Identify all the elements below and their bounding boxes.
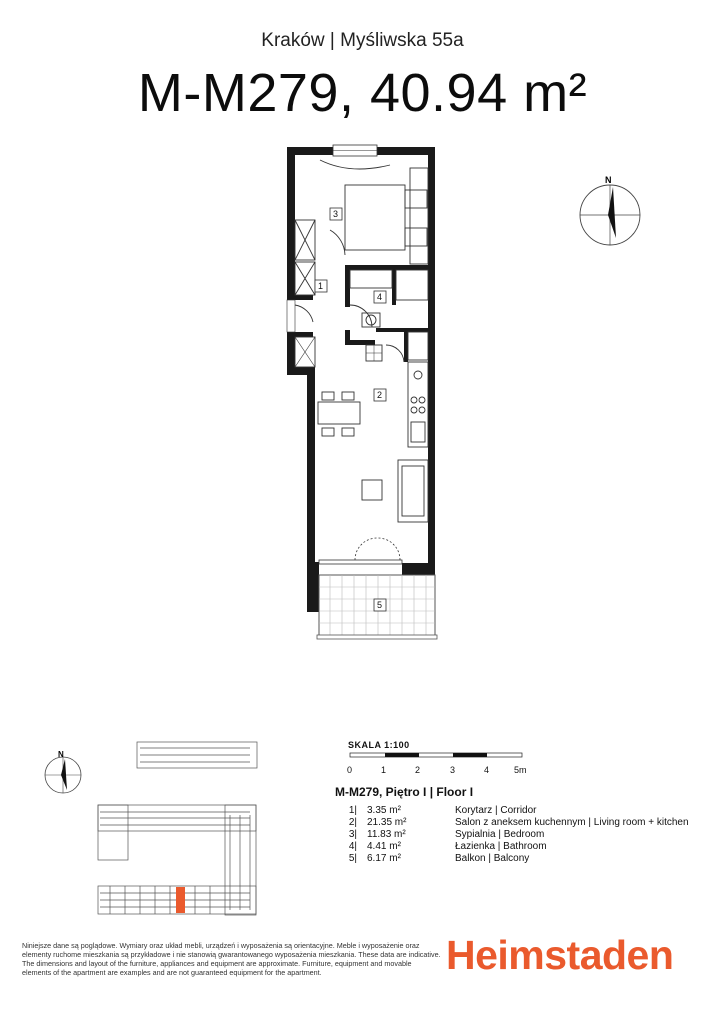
bed [345, 185, 405, 250]
room-number: 1| [348, 805, 357, 816]
kitchen-counter [408, 362, 428, 447]
room-name: Salon z aneksem kuchennym | Living room + kitchen [455, 817, 689, 828]
scale-tick: 2 [415, 765, 421, 775]
room-number: 2| [348, 817, 357, 828]
room-area: 4.41 m² [367, 841, 401, 852]
unit-title: M-M279, 40.94 m² [137, 63, 588, 123]
bathroom-fixtures [350, 270, 428, 360]
shower [396, 270, 428, 300]
scale-tick: 0 [347, 765, 353, 775]
room-marker-1: 1 [318, 281, 324, 291]
room-number: 5| [348, 853, 357, 864]
room-marker-4: 4 [377, 292, 383, 302]
room-name: Sypialnia | Bedroom [455, 829, 545, 840]
bedroom-furniture [295, 160, 428, 295]
coffee-table [362, 480, 382, 500]
room-area: 3.35 m² [367, 805, 401, 816]
disclaimer-text: Niniejsze dane są poglądowe. Wymiary oraz układ mebli, urządzeń i wyposażenia są orientacyjne. Meble i wyposażenie oraz elementy ruchome mieszkania są przykładowe i nie stanowią gwarantowanego wyposażenia mieszkania. These data are indicative. The dimensions and layout of the furniture, appliances and equipment are approximate. Furniture, equipment and movable elements of the apartment are examples and are not guaranteed equipment for the apartment. [22, 941, 441, 977]
room-marker-3: 3 [333, 209, 339, 219]
scale-bar [350, 753, 522, 757]
sofa [398, 460, 428, 522]
exterior-walls [287, 147, 435, 612]
room-marker-5: 5 [377, 600, 383, 610]
key-plan-compass-icon [45, 750, 81, 793]
scale-label: SKALA 1:100 [348, 740, 410, 750]
dining-table [318, 392, 360, 436]
scale-tick: 4 [484, 765, 490, 775]
scale-tick: 3 [450, 765, 456, 775]
scale-tick: 1 [381, 765, 387, 775]
unit-location-highlight [176, 887, 185, 913]
room-area: 11.83 m² [367, 829, 406, 840]
room-area: 6.17 m² [367, 853, 401, 864]
scale-tick: 5m [514, 765, 527, 775]
room-name: Korytarz | Corridor [455, 805, 537, 816]
living-furniture [362, 460, 428, 522]
room-number: 3| [348, 829, 357, 840]
compass-north-label: N [605, 175, 612, 185]
room-area: 21.35 m² [367, 817, 407, 828]
room-name: Balkon | Balcony [455, 853, 530, 864]
compass-icon [580, 175, 640, 245]
location-subtitle: Kraków | Myśliwska 55a [261, 30, 464, 51]
room-number: 4| [348, 841, 357, 852]
room-name: Łazienka | Bathroom [455, 841, 547, 852]
room-marker-2: 2 [377, 390, 383, 400]
floor-title: M-M279, Piętro I | Floor I [335, 785, 474, 799]
brand-logo: Heimstaden [446, 932, 674, 978]
key-plan-north-label: N [58, 750, 64, 759]
